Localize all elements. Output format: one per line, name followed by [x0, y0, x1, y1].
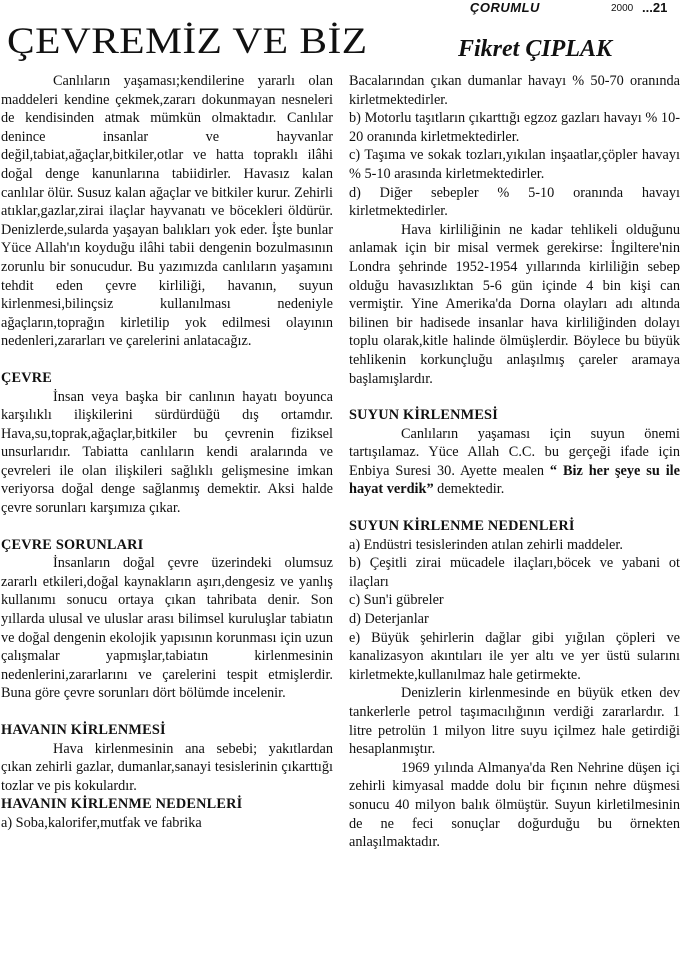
page-number: ...21 [642, 0, 668, 15]
page-header [0, 0, 680, 66]
section-heading-cevre: ÇEVRE [1, 369, 53, 386]
article-title: ÇEVREMİZ VE BİZ [7, 21, 368, 62]
su-cause-b: b) Çeşitli zirai mücadele ilaçları,böcek ve yabani ot ilaçları [349, 555, 680, 590]
hava-cause-a: a) Soba,kalorifer,mutfak ve fabrika [1, 814, 202, 831]
hava-paragraph: Hava kirlenmesinin ana sebebi; yakıtlardan çıkan zehirli gazlar, dumanlar,sanayi tesislerinin çıkarttığı tozlar ve pis kokulardır. [1, 740, 333, 794]
deniz-paragraph: Denizlerin kirlenmesinde en büyük etken dev tankerlerle petrol taşımacılığının verdiği zararlardır. 1 litre petrolün 1 milyon litre suyu içilmez hale getirdiği hesaplanmıştır. [349, 685, 680, 758]
intro-paragraph: Canlıların yaşaması;kendilerine yararlı olan maddeleri kendine çekmek,zararı dokunmayan nesneleri de kendisinden atmak mümkün olmaktadır. Canlılar denince insanlar ve hayvanlar değil,tabiat,ağaçlar,bitkiler,otlar ve hatta topraklı ilâhi doğal denge kanunlarına tabiidirler. Havasız kalan canlılar ölür. Susuz kalan ağaçlar ve bitkiler kurur. Zehirli atıklar,gazlar,zirai ilaçlar hayvanatı ve böcekleri öldürür. Denizlerde,sularda yaşayan balıkları yok eder. İşte bunlar Yüce Allah'ın koyduğu ilâhi tabii dengenin bozulmasının zorunlu bir sonucudur. Bu yazımızda canlıların yaşamını tehdit eden çevre kirliliği, havanın, suyun kirlenmesi,bilinçsiz kullanılması nedeniyle ağaçların,toprağın kirletilip yok edilmesi olayının nedenleri,zararları ve çarelerini anlatacağız. [1, 73, 333, 350]
section-heading-havanin-kirlenme-nedenleri: HAVANIN KİRLENME NEDENLERİ [1, 796, 243, 813]
su-cause-a: a) Endüstri tesislerinden atılan zehirli maddeler. [349, 536, 623, 553]
right-column [349, 72, 680, 852]
su-cause-e: e) Büyük şehirlerin dağlar gibi yığılan çöpleri ve kanalizasyon akıntıları ile yer altı ve yer üstü sularını kirletmekte,kullanılmaz hale getirmekte. [349, 629, 680, 683]
hava-cause-a-continued: Bacalarından çıkan dumanlar havayı % 50-70 oranında kirletmektedirler. [349, 73, 680, 108]
hava-cause-d: d) Diğer sebepler % 5-10 oranında havayı kirletmektedirler. [349, 184, 680, 220]
magazine-brand: ÇORUMLU [470, 0, 540, 15]
article-author: Fikret ÇIPLAK [458, 36, 613, 62]
cevre-sorunlari-paragraph: İnsanların doğal çevre üzerindeki olumsuz zararlı etkileri,doğal kaynakların aşırı,dengesiz ve yanlış kullanımı sonucu ortaya çıkan tahribata denir. Son yıllarda ulusal ve uluslar arası bilimsel kuruluşlar tabiatın ve doğal dengenin ekolojik yapısının korunması için uzun çalışmalar yapmışlar,tabiatın kirlenmesinin nedenlerini,zararlarını ve çarelerini tespit etmişlerdir. Buna göre çevre sorunları dört bölümde incelenir. [1, 555, 333, 702]
hava-cause-c: c) Taşıma ve sokak tozları,yıkılan inşaatlar,çöpler havayı % 5-10 arasında kirletmektedirler. [349, 147, 680, 182]
su-quote: “ Biz her şeye su ile hayat verdik” [349, 462, 680, 498]
section-heading-suyun-kirlenmesi: SUYUN KİRLENMESİ [349, 407, 498, 424]
su-cause-c: c) Sun'i gübreler [349, 592, 444, 609]
section-heading-havanin-kirlenmesi: HAVANIN KİRLENMESİ [1, 722, 166, 738]
issue-year: 2000 [611, 3, 634, 14]
hava-cause-b: b) Motorlu taşıtların çıkarttığı egzoz gazları havayı % 10-20 oranında kirletmektedirler. [349, 110, 680, 145]
section-heading-cevre-sorunlari: ÇEVRE SORUNLARI [1, 536, 144, 553]
cevre-paragraph: İnsan veya başka bir canlının hayatı boyunca karşılıklı ilişkilerini sürdürdüğü dış ortamdır. Hava,su,toprak,ağaçlar,bitkiler bu çevrenin fiziksel unsurlarıdır. Tabiatta canlıların kendi aralarında ve çevreleri ile olan ilişkileri sağlıklı gelişmesine imkan veriyorsa doğal denge sağlanmış demektir. Aksi halde çevre sorunları karşımıza çıkar. [1, 388, 333, 517]
su-text-before: Canlıların yaşaması için suyun önemi tartışılamaz. Yüce Allah C.C. bu gerçeği ifade için Enbiya Suresi 30. Ayette mealen [349, 425, 680, 479]
su-paragraph [349, 425, 680, 499]
su-cause-d: d) Deterjanlar [349, 611, 429, 628]
ren-paragraph: 1969 yılında Almanya'da Ren Nehrine düşen içi zehirli kimyasal madde dolu bir fıçının nehre düşmesi sonucu 40 milyon balık ölmüştür. Suyun kirletilmesinin de ne feci sonuçlar doğurduğu bu örnekten anlaşılmaktadır. [349, 759, 680, 851]
section-heading-suyun-kirlenme-nedenleri: SUYUN KİRLENME NEDENLERİ [349, 518, 575, 535]
hava-example-paragraph: Hava kirliliğinin ne kadar tehlikeli olduğunu anlamak için bir misal vermek gerekirse: İngiltere'nin Londra şehrinde 1952-1954 yıllarında kirliliğin sebep olduğu havasızlıktan 5-6 gün içinde 4 bin kişi can vermiştir. Yine Amerika'da Dorna olayları adı altında bilinen bir hadisede insanlar hava kirliliğinden dolayı toplu olarak,kitle halinde ölmüşlerdir. Böylece bu büyük tehlikenin korkunçluğu anlaşılmış çareler aramaya başlamışlardır. [349, 221, 680, 387]
left-column [1, 72, 333, 833]
su-text-after: demektedir. [433, 481, 505, 498]
